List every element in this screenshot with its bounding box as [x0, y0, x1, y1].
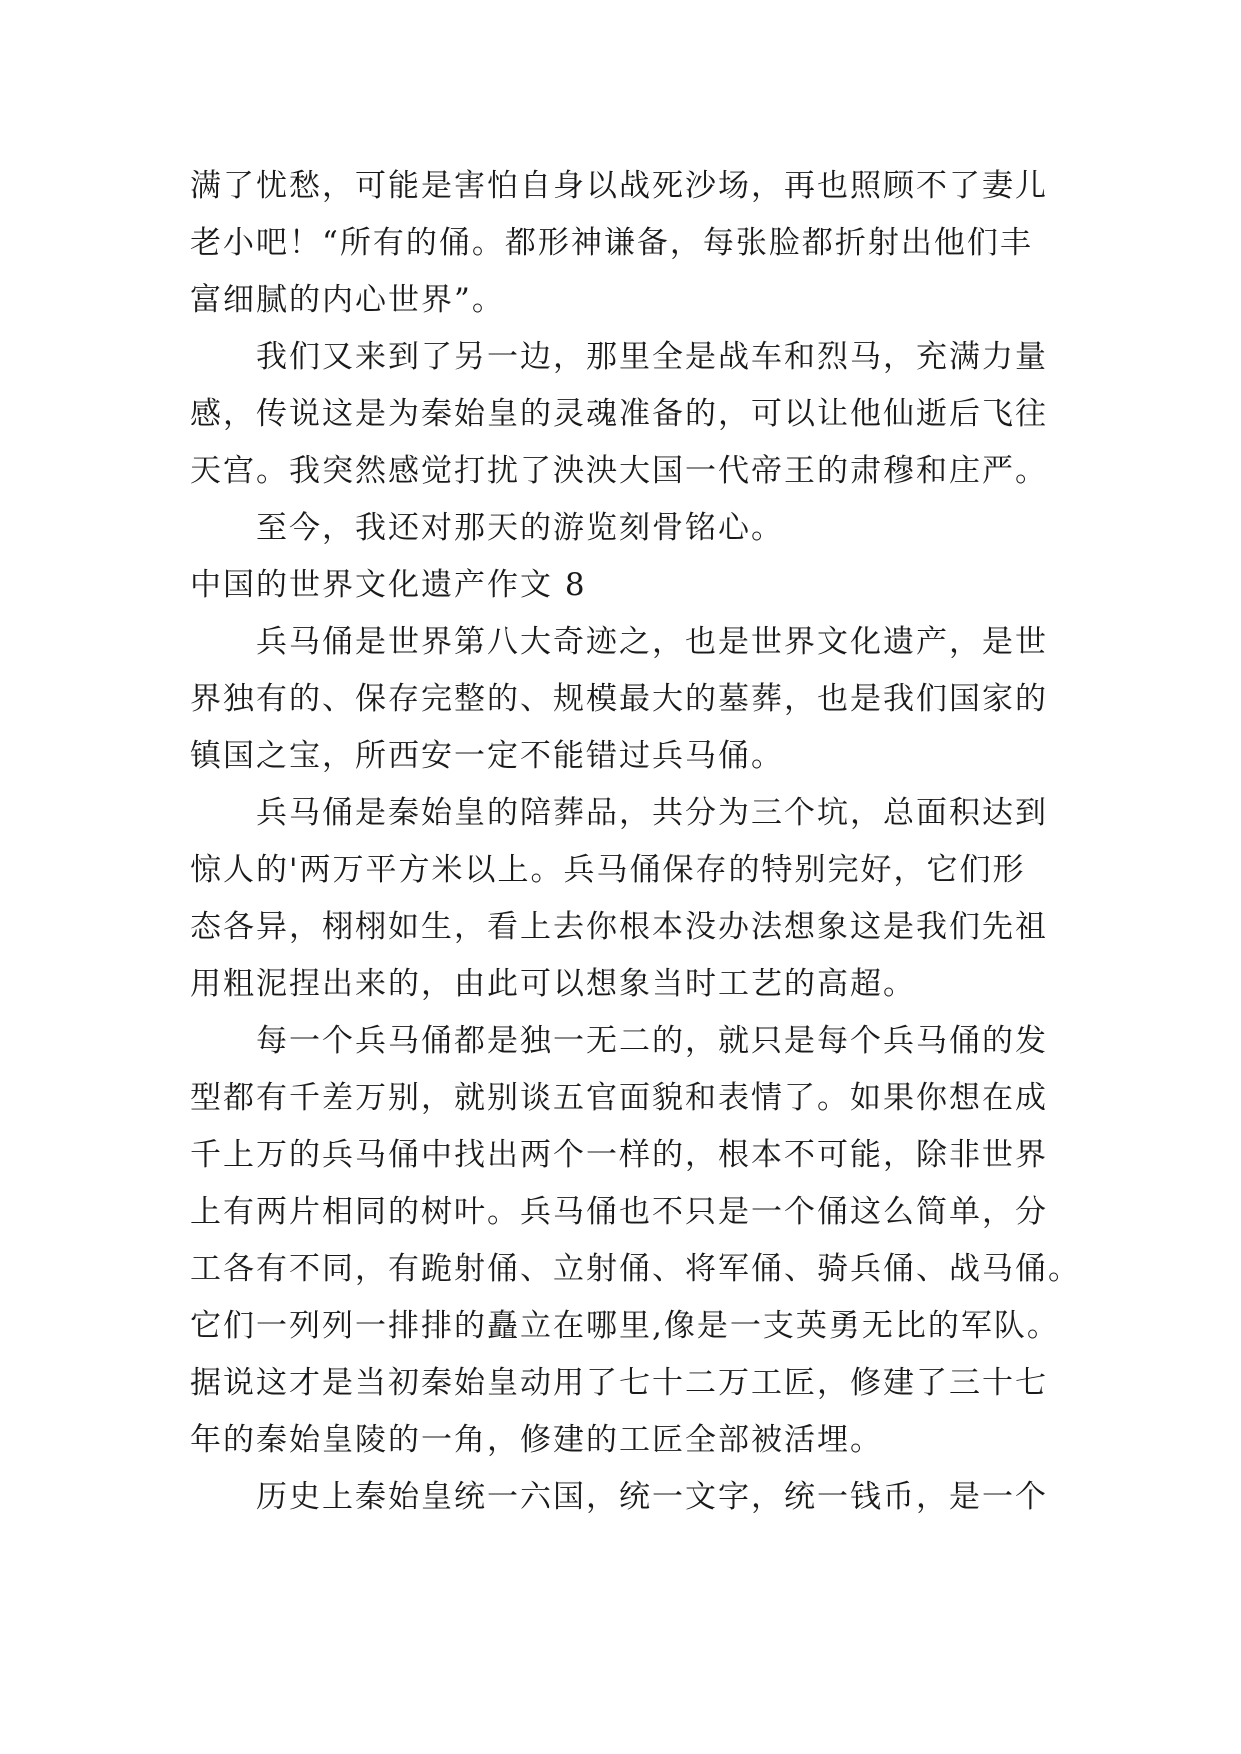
- paragraph-start-line: 兵马俑是秦始皇的陪葬品，共分为三个坑，总面积达到: [256, 795, 1048, 831]
- paragraph-start-line: 我们又来到了另一边，那里全是战车和烈马，充满力量: [256, 339, 1048, 375]
- text-line: 镇国之宝，所西安一定不能错过兵马俑。: [190, 738, 784, 774]
- text-line: 据说这才是当初秦始皇动用了七十二万工匠，修建了三十七: [190, 1365, 1048, 1401]
- paragraph-start-line: 历史上秦始皇统一六国，统一文字，统一钱币，是一个: [256, 1479, 1048, 1515]
- text-line: 富细腻的内心世界”。: [190, 282, 505, 318]
- text-line: 界独有的、保存完整的、规模最大的墓葬，也是我们国家的: [190, 681, 1048, 717]
- paragraph-start-line: 每一个兵马俑都是独一无二的，就只是每个兵马俑的发: [256, 1023, 1048, 1059]
- essay-text: [190, 158, 1081, 1526]
- text-line: 型都有千差万别，就别谈五官面貌和表情了。如果你想在成: [190, 1080, 1048, 1116]
- text-line: 千上万的兵马俑中找出两个一样的，根本不可能，除非世界: [190, 1137, 1048, 1173]
- text-line: 态各异，栩栩如生，看上去你根本没办法想象这是我们先祖: [190, 909, 1048, 945]
- text-line: 老小吧！“所有的俑。都形神谦备，每张脸都折射出他们丰: [190, 225, 1033, 261]
- text-line: 它们一列列一排排的矗立在哪里,像是一支英勇无比的军队。: [190, 1308, 1060, 1344]
- text-line: 上有两片相同的树叶。兵马俑也不只是一个俑这么简单，分: [190, 1194, 1048, 1230]
- text-line: 用粗泥捏出来的，由此可以想象当时工艺的高超。: [190, 966, 916, 1002]
- paragraph-start-line: 兵马俑是世界第八大奇迹之，也是世界文化遗产，是世: [256, 624, 1048, 660]
- paragraph-start-line: 至今，我还对那天的游览刻骨铭心。: [256, 510, 784, 546]
- text-line: 惊人的'两万平方米以上。兵马俑保存的特别完好，它们形: [190, 852, 1026, 888]
- section-heading: 中国的世界文化遗产作文 8: [190, 567, 587, 603]
- text-line: 感，传说这是为秦始皇的灵魂准备的，可以让他仙逝后飞往: [190, 396, 1048, 432]
- text-line: 年的秦始皇陵的一角，修建的工匠全部被活埋。: [190, 1422, 883, 1458]
- text-line: 工各有不同，有跪射俑、立射俑、将军俑、骑兵俑、战马俑。: [190, 1251, 1081, 1287]
- text-line: 满了忧愁，可能是害怕自身以战死沙场，再也照顾不了妻儿: [190, 168, 1048, 204]
- text-line: 天宫。我突然感觉打扰了泱泱大国一代帝王的肃穆和庄严。: [190, 453, 1048, 489]
